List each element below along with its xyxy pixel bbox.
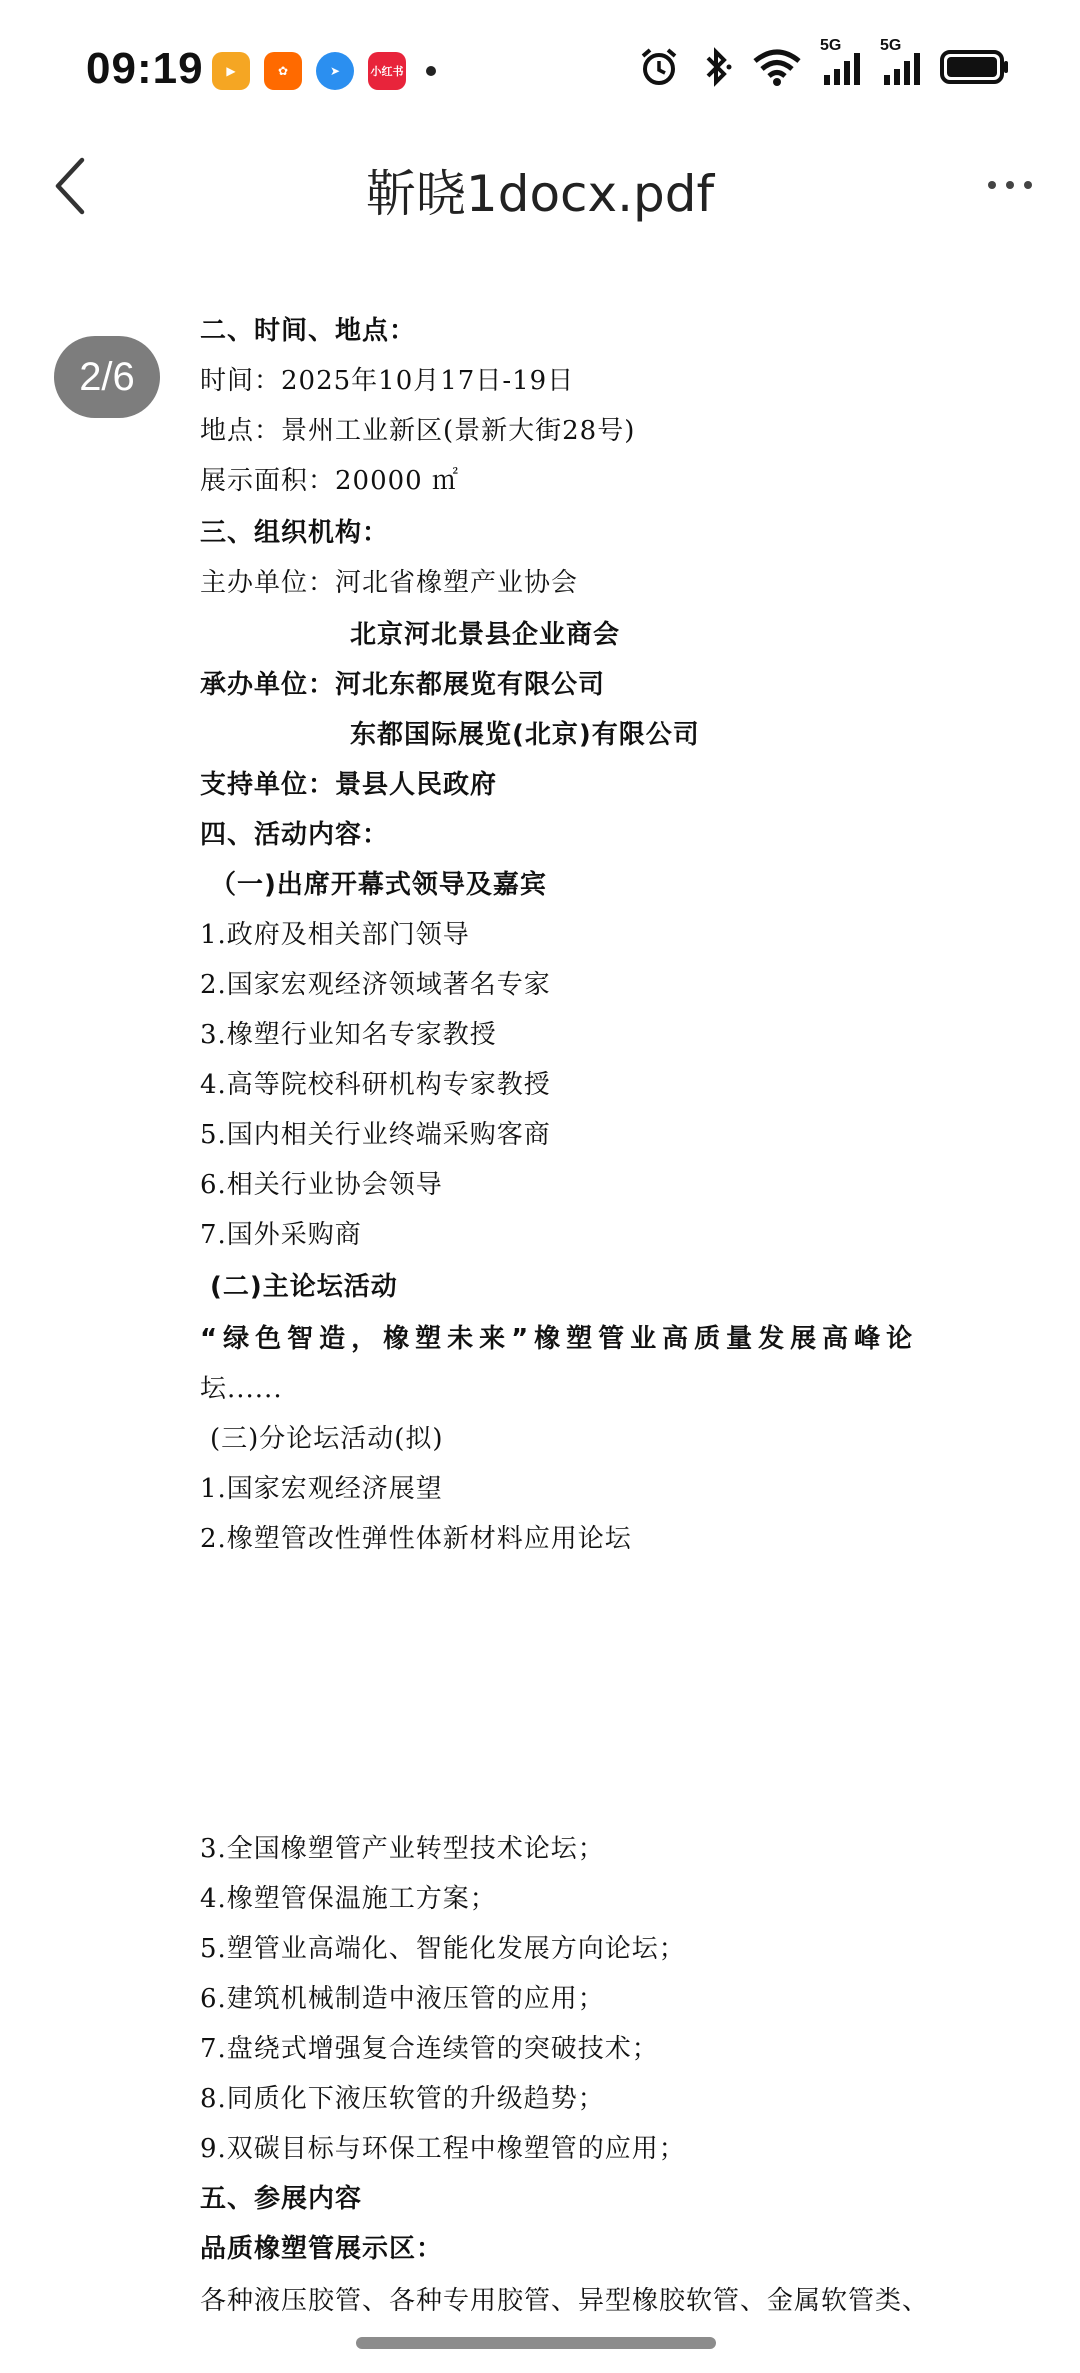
list-item: 9.双碳目标与环保工程中橡塑管的应用； <box>200 2134 686 2164</box>
status-time: 09:19 <box>86 44 204 93</box>
section-heading: 四、活动内容： <box>200 820 390 850</box>
subsection-heading: (三)分论坛活动(拟) <box>210 1424 444 1454</box>
list-item: 2.国家宏观经济领域著名专家 <box>200 970 551 1000</box>
more-options-button[interactable] <box>980 170 1040 200</box>
list-item: 4.橡塑管保温施工方案； <box>200 1884 497 1914</box>
text-line: 地点：景州工业新区(景新大街28号) <box>200 416 636 446</box>
text-line: 展示面积：20000 ㎡ <box>200 466 459 496</box>
signal-icon <box>880 37 922 87</box>
list-item: 2.橡塑管改性弹性体新材料应用论坛 <box>200 1524 632 1554</box>
list-item: 3.全国橡塑管产业转型技术论坛； <box>200 1834 605 1864</box>
home-indicator[interactable] <box>356 2337 716 2349</box>
signal-icon <box>820 37 862 87</box>
text-line: 承办单位：河北东都展览有限公司 <box>200 670 606 700</box>
battery-icon <box>940 48 1010 86</box>
subsection-heading: （一)出席开幕式领导及嘉宾 <box>210 870 547 900</box>
section-heading: 三、组织机构： <box>200 518 390 548</box>
document-title: 靳晓1docx.pdf <box>365 165 715 223</box>
status-bar <box>0 0 1080 140</box>
text-line: 时间：2025年10月17日-19日 <box>200 366 575 396</box>
telegram-app-icon: ➤ <box>316 52 354 90</box>
more-dot-icon <box>988 181 996 189</box>
list-item: 7.国外采购商 <box>200 1220 362 1250</box>
list-item: 8.同质化下液压软管的升级趋势； <box>200 2084 605 2114</box>
text-line: 各种液压胶管、各种专用胶管、异型橡胶软管、金属软管类、 <box>200 2286 930 2316</box>
list-item: 5.国内相关行业终端采购客商 <box>200 1120 551 1150</box>
text-line: 东都国际展览(北京)有限公司 <box>350 720 700 750</box>
more-dot-icon <box>1024 181 1032 189</box>
text-line: “绿色智造，橡塑未来”橡塑管业高质量发展高峰论 <box>200 1324 919 1354</box>
system-icons <box>638 37 1010 88</box>
text-line: 支持单位：景县人民政府 <box>200 770 498 800</box>
wifi-icon <box>752 47 802 87</box>
list-item: 1.国家宏观经济展望 <box>200 1474 443 1504</box>
xiaohongshu-app-icon: 小红书 <box>368 52 406 90</box>
list-item: 3.橡塑行业知名专家教授 <box>200 1020 497 1050</box>
section-heading: 二、时间、地点： <box>200 316 417 346</box>
text-line: 品质橡塑管展示区： <box>200 2234 444 2264</box>
video-app-icon: ▶ <box>212 52 250 90</box>
list-item: 7.盘绕式增强复合连续管的突破技术； <box>200 2034 659 2064</box>
subsection-heading: (二)主论坛活动 <box>210 1272 398 1302</box>
network-type-label: 5G <box>880 37 902 54</box>
list-item: 6.建筑机械制造中液压管的应用； <box>200 1984 605 2014</box>
bluetooth-icon <box>698 46 734 88</box>
list-item: 4.高等院校科研机构专家教授 <box>200 1070 551 1100</box>
alarm-icon <box>638 46 680 88</box>
page-indicator: 2/6 <box>54 336 160 418</box>
text-line: 坛...... <box>200 1374 283 1404</box>
more-notifications-dot-icon <box>426 66 436 76</box>
text-line: 主办单位：河北省橡塑产业协会 <box>200 568 579 598</box>
section-heading: 五、参展内容 <box>200 2184 363 2214</box>
text-line: 北京河北景县企业商会 <box>350 620 621 650</box>
list-item: 6.相关行业协会领导 <box>200 1170 443 1200</box>
kuaishou-app-icon: ✿ <box>264 52 302 90</box>
network-type-label: 5G <box>820 37 842 54</box>
notification-app-icons <box>212 52 436 90</box>
list-item: 5.塑管业高端化、智能化发展方向论坛； <box>200 1934 686 1964</box>
list-item: 1.政府及相关部门领导 <box>200 920 470 950</box>
more-dot-icon <box>1006 181 1014 189</box>
